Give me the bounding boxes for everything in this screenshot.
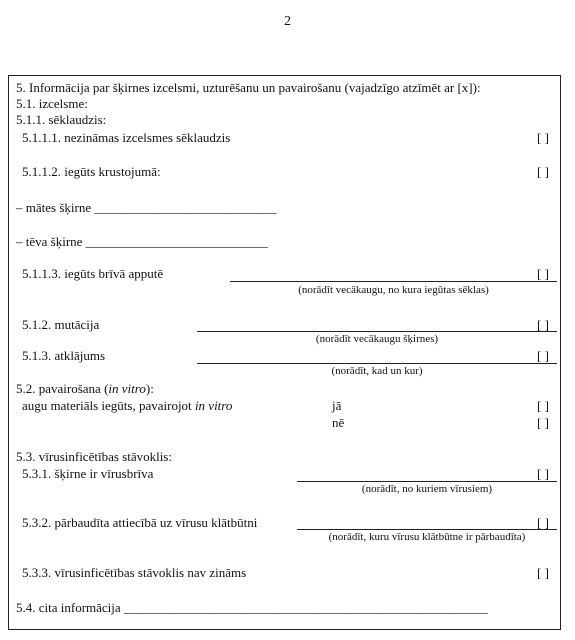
mother-variety-field[interactable]: – mātes šķirne ____________________________ (16, 200, 277, 215)
section-5-title: 5. Informācija par šķirnes izcelsmi, uzturēšanu un pavairošanu (vajadzīgo atzīmēt ar [x]): (16, 80, 481, 95)
open-pollination-line[interactable] (230, 281, 557, 282)
discovery-label: 5.1.3. atklājums (22, 348, 106, 363)
open-pollination-note: (norādīt vecākaugu, no kura iegūtas sēklas) (298, 284, 489, 296)
discovery-note: (norādīt, kad un kur) (331, 365, 423, 377)
discovery-line[interactable] (197, 363, 557, 364)
virus-free-label: 5.3.1. šķirne ir vīrusbrīva (22, 466, 154, 481)
section-5-2-heading: 5.2. pavairošana (in vitro): (16, 381, 154, 396)
mutation-note: (norādīt vecākaugu šķirnes) (315, 333, 439, 345)
virus-free-note: (norādīt, no kuriem vīrusiem) (361, 483, 493, 495)
mutation-label: 5.1.2. mutācija (22, 317, 100, 332)
virus-tested-checkbox[interactable]: [ ] (537, 515, 549, 530)
virus-tested-label: 5.3.2. pārbaudīta attiecībā uz vīrusu klātbūtni (22, 515, 258, 530)
virus-free-line[interactable] (297, 481, 557, 482)
unknown-origin-seedling-label: 5.1.1.1. nezināmas izcelsmes sēklaudzis (22, 130, 231, 145)
virus-status-unknown-checkbox[interactable]: [ ] (537, 565, 549, 580)
crossing-checkbox[interactable]: [ ] (537, 164, 549, 179)
page-number: 2 (284, 14, 291, 29)
in-vitro-no-checkbox[interactable]: [ ] (537, 415, 549, 430)
virus-tested-note: (norādīt, kuru vīrusu klātbūtne ir pārbaudīta) (328, 531, 526, 543)
discovery-checkbox[interactable]: [ ] (537, 348, 549, 363)
virus-tested-line[interactable] (297, 529, 557, 530)
section-5-1-1-heading: 5.1.1. sēklaudzis: (16, 112, 107, 127)
crossing-label: 5.1.1.2. iegūts krustojumā: (22, 164, 161, 179)
virus-status-unknown-label: 5.3.3. vīrusinficētības stāvoklis nav zināms (22, 565, 247, 580)
unknown-origin-seedling-checkbox[interactable]: [ ] (537, 130, 549, 145)
in-vitro-no-label: nē (332, 415, 345, 430)
mutation-checkbox[interactable]: [ ] (537, 317, 549, 332)
other-info-field[interactable]: 5.4. cita informācija ________________________________________________________ (16, 600, 488, 615)
virus-free-checkbox[interactable]: [ ] (537, 466, 549, 481)
in-vitro-yes-label: jā (332, 398, 342, 413)
section-5-3-heading: 5.3. vīrusinficētības stāvoklis: (16, 449, 172, 464)
open-pollination-checkbox[interactable]: [ ] (537, 266, 549, 281)
in-vitro-yes-checkbox[interactable]: [ ] (537, 398, 549, 413)
mutation-line[interactable] (197, 331, 557, 332)
open-pollination-label: 5.1.1.3. iegūts brīvā apputē (22, 266, 164, 281)
section-5-1-heading: 5.1. izcelsme: (16, 96, 88, 111)
father-variety-field[interactable]: – tēva šķirne ____________________________ (16, 234, 268, 249)
in-vitro-label: augu materiāls iegūts, pavairojot in vitro (22, 398, 233, 413)
